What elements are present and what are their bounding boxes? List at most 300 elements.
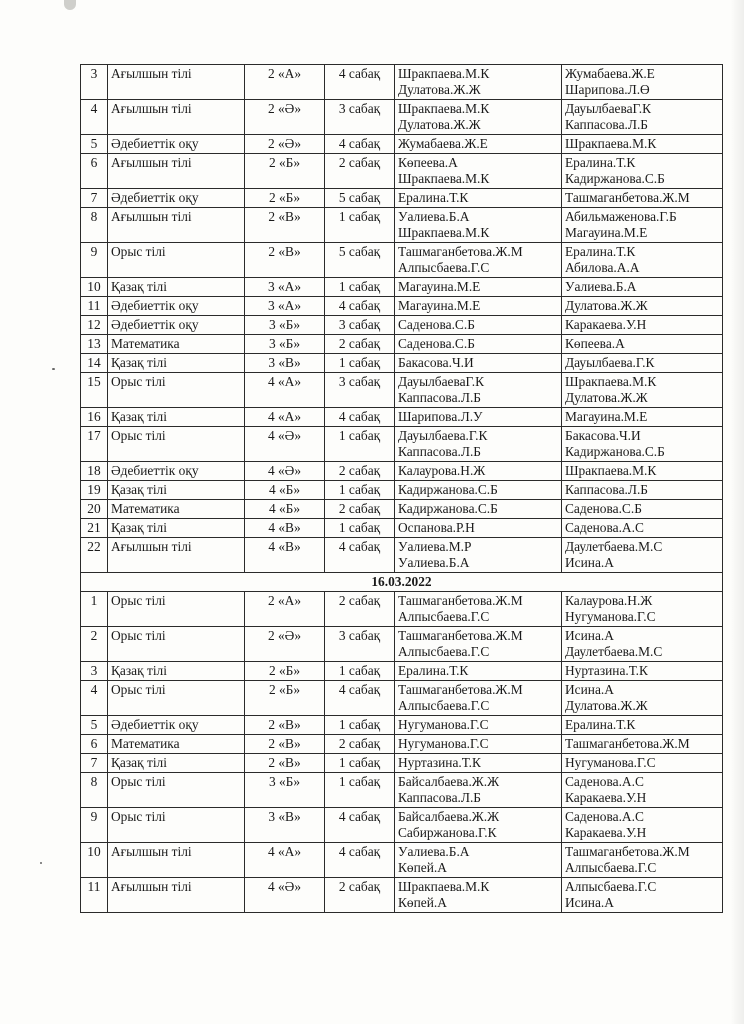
table-row — [81, 808, 723, 843]
observer-name: Алпысбаева.Г.С — [565, 879, 657, 894]
teacher-name: Каппасова.Л.Б — [398, 390, 481, 405]
teacher-name: Шракпаева.М.К — [398, 879, 490, 894]
subject-cell: Орыс тілі — [108, 681, 245, 716]
class-cell: 2 «Ә» — [245, 100, 325, 135]
table-row — [81, 735, 723, 754]
lesson-cell: 1 сабақ — [325, 481, 395, 500]
punch-hole-mark — [64, 0, 76, 10]
lesson-cell: 5 сабақ — [325, 243, 395, 278]
teacher-name: Калаурова.Н.Ж — [398, 463, 486, 478]
observer-name: Кадиржанова.С.Б — [565, 171, 665, 186]
observer-name: Дулатова.Ж.Ж — [565, 698, 648, 713]
teacher-name: Байсалбаева.Ж.Ж — [398, 809, 500, 824]
teachers-cell — [395, 538, 562, 573]
observer-name: Ералина.Т.К — [565, 717, 636, 732]
observer-name: Исина.А — [565, 628, 614, 643]
lesson-cell: 4 сабақ — [325, 843, 395, 878]
teacher-name: Сабиржанова.Г.К — [398, 825, 497, 840]
observer-name: Даулетбаева.М.С — [565, 644, 663, 659]
observer-name: Калаурова.Н.Ж — [565, 593, 653, 608]
table-row — [81, 243, 723, 278]
observer-name: Каракаева.У.Н — [565, 825, 647, 840]
lesson-cell: 5 сабақ — [325, 189, 395, 208]
teachers-cell — [395, 316, 562, 335]
observers-cell — [562, 135, 723, 154]
row-number: 4 — [81, 681, 108, 716]
class-cell: 2 «Б» — [245, 681, 325, 716]
lesson-cell: 1 сабақ — [325, 754, 395, 773]
row-number: 10 — [81, 843, 108, 878]
teacher-name: Ералина.Т.К — [398, 190, 469, 205]
lesson-cell: 2 сабақ — [325, 592, 395, 627]
lesson-cell: 3 сабақ — [325, 316, 395, 335]
lesson-cell: 4 сабақ — [325, 681, 395, 716]
lesson-cell: 1 сабақ — [325, 427, 395, 462]
observers-cell — [562, 373, 723, 408]
class-cell: 3 «А» — [245, 297, 325, 316]
subject-cell: Қазақ тілі — [108, 662, 245, 681]
row-number: 8 — [81, 208, 108, 243]
class-cell: 3 «Б» — [245, 773, 325, 808]
subject-cell: Қазақ тілі — [108, 481, 245, 500]
teachers-cell — [395, 681, 562, 716]
teacher-name: Дулатова.Ж.Ж — [398, 82, 481, 97]
row-number: 14 — [81, 354, 108, 373]
observers-cell — [562, 843, 723, 878]
observers-cell — [562, 681, 723, 716]
class-cell: 4 «Ә» — [245, 878, 325, 913]
subject-cell: Әдебиеттік оқу — [108, 135, 245, 154]
observer-name: Саденова.А.С — [565, 774, 644, 789]
teacher-name: Нугуманова.Г.С — [398, 717, 489, 732]
lesson-cell: 1 сабақ — [325, 662, 395, 681]
observer-name: Магауина.М.Е — [565, 225, 648, 240]
table-row — [81, 538, 723, 573]
lesson-cell: 1 сабақ — [325, 354, 395, 373]
class-cell: 2 «Ә» — [245, 627, 325, 662]
lesson-cell: 4 сабақ — [325, 408, 395, 427]
table-row — [81, 65, 723, 100]
lesson-cell: 4 сабақ — [325, 808, 395, 843]
observer-name: Саденова.А.С — [565, 809, 644, 824]
lesson-cell: 4 сабақ — [325, 297, 395, 316]
row-number: 17 — [81, 427, 108, 462]
teacher-name: Алпысбаева.Г.С — [398, 609, 490, 624]
subject-cell: Орыс тілі — [108, 592, 245, 627]
observers-cell — [562, 519, 723, 538]
observers-cell — [562, 408, 723, 427]
teachers-cell — [395, 462, 562, 481]
class-cell: 2 «В» — [245, 243, 325, 278]
table-row — [81, 354, 723, 373]
observer-name: Жумабаева.Ж.Е — [565, 66, 655, 81]
teacher-name: Каппасова.Л.Б — [398, 790, 481, 805]
teacher-name: Кадиржанова.С.Б — [398, 501, 498, 516]
teachers-cell — [395, 808, 562, 843]
row-number: 21 — [81, 519, 108, 538]
observer-name: Дауылбаева.Г.К — [565, 355, 655, 370]
subject-cell: Әдебиеттік оқу — [108, 316, 245, 335]
teacher-name: Саденова.С.Б — [398, 336, 475, 351]
teacher-name: Көпей.А — [398, 860, 447, 875]
observer-name: Дулатова.Ж.Ж — [565, 298, 648, 313]
teachers-cell — [395, 354, 562, 373]
teacher-name: Уалиева.Б.А — [398, 555, 470, 570]
row-number: 5 — [81, 135, 108, 154]
row-number: 22 — [81, 538, 108, 573]
row-number: 7 — [81, 189, 108, 208]
date-row — [81, 573, 723, 592]
lesson-cell: 1 сабақ — [325, 208, 395, 243]
class-cell: 4 «А» — [245, 373, 325, 408]
table-row — [81, 408, 723, 427]
observer-name: Шарипова.Л.Ө — [565, 82, 650, 97]
subject-cell: Орыс тілі — [108, 243, 245, 278]
observers-cell — [562, 716, 723, 735]
row-number: 13 — [81, 335, 108, 354]
class-cell: 2 «В» — [245, 754, 325, 773]
row-number: 11 — [81, 878, 108, 913]
teachers-cell — [395, 878, 562, 913]
row-number: 3 — [81, 662, 108, 681]
class-cell: 4 «В» — [245, 519, 325, 538]
teacher-name: Алпысбаева.Г.С — [398, 644, 490, 659]
lesson-cell: 2 сабақ — [325, 878, 395, 913]
observers-cell — [562, 481, 723, 500]
teachers-cell — [395, 373, 562, 408]
subject-cell: Әдебиеттік оқу — [108, 716, 245, 735]
teacher-name: Шракпаева.М.К — [398, 171, 490, 186]
teacher-name: ДауылбаеваГ.К — [398, 374, 485, 389]
observers-cell — [562, 154, 723, 189]
teacher-name: Ташмаганбетова.Ж.М — [398, 682, 523, 697]
table-row — [81, 373, 723, 408]
lesson-cell: 3 сабақ — [325, 100, 395, 135]
observer-name: Көпеева.А — [565, 336, 625, 351]
observer-name: Саденова.А.С — [565, 520, 644, 535]
row-number: 6 — [81, 154, 108, 189]
observers-cell — [562, 773, 723, 808]
row-number: 15 — [81, 373, 108, 408]
table-row — [81, 681, 723, 716]
table-row — [81, 754, 723, 773]
lesson-cell: 1 сабақ — [325, 716, 395, 735]
subject-cell: Ағылшын тілі — [108, 100, 245, 135]
observers-cell — [562, 243, 723, 278]
table-row — [81, 335, 723, 354]
table-row — [81, 843, 723, 878]
class-cell: 3 «А» — [245, 278, 325, 297]
observer-name: Шракпаева.М.К — [565, 463, 657, 478]
lesson-cell: 3 сабақ — [325, 373, 395, 408]
lesson-cell: 2 сабақ — [325, 335, 395, 354]
observer-name: Каракаева.У.Н — [565, 790, 647, 805]
table-row — [81, 297, 723, 316]
row-number: 7 — [81, 754, 108, 773]
teachers-cell — [395, 65, 562, 100]
teacher-name: Шракпаева.М.К — [398, 66, 490, 81]
lesson-cell: 1 сабақ — [325, 519, 395, 538]
observers-cell — [562, 538, 723, 573]
table-row — [81, 519, 723, 538]
observer-name: Шракпаева.М.К — [565, 136, 657, 151]
row-number: 9 — [81, 808, 108, 843]
observers-cell — [562, 878, 723, 913]
lesson-cell: 2 сабақ — [325, 154, 395, 189]
subject-cell: Қазақ тілі — [108, 278, 245, 297]
row-number: 3 — [81, 65, 108, 100]
table-row — [81, 135, 723, 154]
observers-cell — [562, 592, 723, 627]
teachers-cell — [395, 773, 562, 808]
observers-cell — [562, 427, 723, 462]
lesson-cell: 4 сабақ — [325, 538, 395, 573]
date-section — [81, 573, 723, 592]
teachers-cell — [395, 735, 562, 754]
class-cell: 2 «Б» — [245, 189, 325, 208]
table-row — [81, 427, 723, 462]
table-body-after-date — [81, 592, 723, 913]
subject-cell: Ағылшын тілі — [108, 843, 245, 878]
lesson-cell: 3 сабақ — [325, 627, 395, 662]
page-edge-shadow — [730, 0, 744, 1024]
row-number: 5 — [81, 716, 108, 735]
observer-name: Саденова.С.Б — [565, 501, 642, 516]
class-cell: 3 «В» — [245, 808, 325, 843]
lesson-cell: 1 сабақ — [325, 773, 395, 808]
teachers-cell — [395, 843, 562, 878]
subject-cell: Орыс тілі — [108, 373, 245, 408]
teacher-name: Каппасова.Л.Б — [398, 444, 481, 459]
teacher-name: Магауина.М.Е — [398, 279, 481, 294]
observer-name: Уалиева.Б.А — [565, 279, 637, 294]
class-cell: 3 «Б» — [245, 335, 325, 354]
row-number: 2 — [81, 627, 108, 662]
observers-cell — [562, 735, 723, 754]
table-row — [81, 773, 723, 808]
row-number: 18 — [81, 462, 108, 481]
subject-cell: Орыс тілі — [108, 627, 245, 662]
teachers-cell — [395, 662, 562, 681]
row-number: 8 — [81, 773, 108, 808]
teacher-name: Магауина.М.Е — [398, 298, 481, 313]
class-cell: 3 «В» — [245, 354, 325, 373]
teachers-cell — [395, 427, 562, 462]
teacher-name: Жумабаева.Ж.Е — [398, 136, 488, 151]
teacher-name: Уалиева.Б.А — [398, 844, 470, 859]
table-row — [81, 154, 723, 189]
subject-cell: Орыс тілі — [108, 427, 245, 462]
observers-cell — [562, 100, 723, 135]
lesson-cell: 4 сабақ — [325, 135, 395, 154]
teachers-cell — [395, 154, 562, 189]
teacher-name: Ташмаганбетова.Ж.М — [398, 593, 523, 608]
subject-cell: Қазақ тілі — [108, 519, 245, 538]
observer-name: Исина.А — [565, 555, 614, 570]
subject-cell: Әдебиеттік оқу — [108, 189, 245, 208]
class-cell: 3 «Б» — [245, 316, 325, 335]
class-cell: 2 «А» — [245, 65, 325, 100]
teachers-cell — [395, 754, 562, 773]
teacher-name: Ташмаганбетова.Ж.М — [398, 244, 523, 259]
teacher-name: Ералина.Т.К — [398, 663, 469, 678]
row-number: 20 — [81, 500, 108, 519]
class-cell: 2 «В» — [245, 735, 325, 754]
teacher-name: Дулатова.Ж.Ж — [398, 117, 481, 132]
table-row — [81, 278, 723, 297]
observer-name: Нугуманова.Г.С — [565, 609, 656, 624]
table-row — [81, 500, 723, 519]
subject-cell: Қазақ тілі — [108, 754, 245, 773]
row-number: 4 — [81, 100, 108, 135]
observer-name: Нугуманова.Г.С — [565, 755, 656, 770]
observer-name: Алпысбаева.Г.С — [565, 860, 657, 875]
class-cell: 2 «В» — [245, 208, 325, 243]
observer-name: Ташмаганбетова.Ж.М — [565, 190, 690, 205]
teacher-name: Уалиева.М.Р — [398, 539, 472, 554]
teachers-cell — [395, 408, 562, 427]
lesson-cell: 2 сабақ — [325, 500, 395, 519]
subject-cell: Ағылшын тілі — [108, 208, 245, 243]
class-cell: 4 «А» — [245, 843, 325, 878]
observer-name: Ералина.Т.К — [565, 244, 636, 259]
observer-name: Абильмаженова.Г.Б — [565, 209, 677, 224]
observer-name: Магауина.М.Е — [565, 409, 648, 424]
subject-cell: Әдебиеттік оқу — [108, 462, 245, 481]
table-row — [81, 878, 723, 913]
teachers-cell — [395, 135, 562, 154]
class-cell: 4 «Ә» — [245, 427, 325, 462]
row-number: 10 — [81, 278, 108, 297]
observer-name: Ералина.Т.К — [565, 155, 636, 170]
table-row — [81, 189, 723, 208]
observers-cell — [562, 462, 723, 481]
subject-cell: Ағылшын тілі — [108, 538, 245, 573]
teacher-name: Нугуманова.Г.С — [398, 736, 489, 751]
teachers-cell — [395, 627, 562, 662]
observer-name: Ташмаганбетова.Ж.М — [565, 736, 690, 751]
observers-cell — [562, 65, 723, 100]
subject-cell: Математика — [108, 335, 245, 354]
table-row — [81, 481, 723, 500]
teacher-name: Көпеева.А — [398, 155, 458, 170]
scan-speck — [40, 862, 42, 864]
observers-cell — [562, 278, 723, 297]
teachers-cell — [395, 335, 562, 354]
class-cell: 4 «Ә» — [245, 462, 325, 481]
observer-name: ДауылбаеваГ.К — [565, 101, 652, 116]
teachers-cell — [395, 208, 562, 243]
teacher-name: Алпысбаева.Г.С — [398, 698, 490, 713]
teacher-name: Уалиева.Б.А — [398, 209, 470, 224]
observers-cell — [562, 808, 723, 843]
lesson-observation-table — [80, 64, 723, 913]
teachers-cell — [395, 278, 562, 297]
subject-cell: Қазақ тілі — [108, 408, 245, 427]
observer-name: Исина.А — [565, 895, 614, 910]
class-cell: 2 «Б» — [245, 662, 325, 681]
subject-cell: Ағылшын тілі — [108, 878, 245, 913]
teachers-cell — [395, 189, 562, 208]
teachers-cell — [395, 592, 562, 627]
teachers-cell — [395, 500, 562, 519]
observers-cell — [562, 754, 723, 773]
observer-name: Каппасова.Л.Б — [565, 117, 648, 132]
observer-name: Абилова.А.А — [565, 260, 640, 275]
teacher-name: Шракпаева.М.К — [398, 225, 490, 240]
subject-cell: Әдебиеттік оқу — [108, 297, 245, 316]
subject-cell: Ағылшын тілі — [108, 65, 245, 100]
table-row — [81, 316, 723, 335]
row-number: 12 — [81, 316, 108, 335]
lesson-cell: 2 сабақ — [325, 462, 395, 481]
observers-cell — [562, 297, 723, 316]
teachers-cell — [395, 481, 562, 500]
observer-name: Исина.А — [565, 682, 614, 697]
row-number: 19 — [81, 481, 108, 500]
observers-cell — [562, 354, 723, 373]
teacher-name: Көпей.А — [398, 895, 447, 910]
teachers-cell — [395, 100, 562, 135]
teacher-name: Нуртазина.Т.К — [398, 755, 481, 770]
row-number: 6 — [81, 735, 108, 754]
observer-name: Каракаева.У.Н — [565, 317, 647, 332]
table-row — [81, 627, 723, 662]
class-cell: 4 «Б» — [245, 500, 325, 519]
subject-cell: Ағылшын тілі — [108, 154, 245, 189]
subject-cell: Қазақ тілі — [108, 354, 245, 373]
row-number: 1 — [81, 592, 108, 627]
observers-cell — [562, 500, 723, 519]
class-cell: 4 «Б» — [245, 481, 325, 500]
teacher-name: Алпысбаева.Г.С — [398, 260, 490, 275]
class-cell: 4 «В» — [245, 538, 325, 573]
observers-cell — [562, 335, 723, 354]
observers-cell — [562, 189, 723, 208]
class-cell: 2 «А» — [245, 592, 325, 627]
subject-cell: Орыс тілі — [108, 808, 245, 843]
table-body-before-date — [81, 65, 723, 573]
subject-cell: Математика — [108, 500, 245, 519]
observer-name: Бакасова.Ч.И — [565, 428, 641, 443]
lesson-cell: 1 сабақ — [325, 278, 395, 297]
class-cell: 2 «Б» — [245, 154, 325, 189]
observers-cell — [562, 208, 723, 243]
observer-name: Дулатова.Ж.Ж — [565, 390, 648, 405]
subject-cell: Математика — [108, 735, 245, 754]
table-row — [81, 100, 723, 135]
table-row — [81, 462, 723, 481]
observer-name: Каппасова.Л.Б — [565, 482, 648, 497]
class-cell: 2 «В» — [245, 716, 325, 735]
teacher-name: Оспанова.Р.Н — [398, 520, 475, 535]
row-number: 11 — [81, 297, 108, 316]
table-row — [81, 662, 723, 681]
teachers-cell — [395, 243, 562, 278]
teachers-cell — [395, 519, 562, 538]
teachers-cell — [395, 297, 562, 316]
observers-cell — [562, 316, 723, 335]
class-cell: 2 «Ә» — [245, 135, 325, 154]
teachers-cell — [395, 716, 562, 735]
observers-cell — [562, 662, 723, 681]
teacher-name: Саденова.С.Б — [398, 317, 475, 332]
lesson-cell: 2 сабақ — [325, 735, 395, 754]
date-header: 16.03.2022 — [81, 573, 723, 592]
observer-name: Нуртазина.Т.К — [565, 663, 648, 678]
teacher-name: Бакасова.Ч.И — [398, 355, 474, 370]
teacher-name: Ташмаганбетова.Ж.М — [398, 628, 523, 643]
